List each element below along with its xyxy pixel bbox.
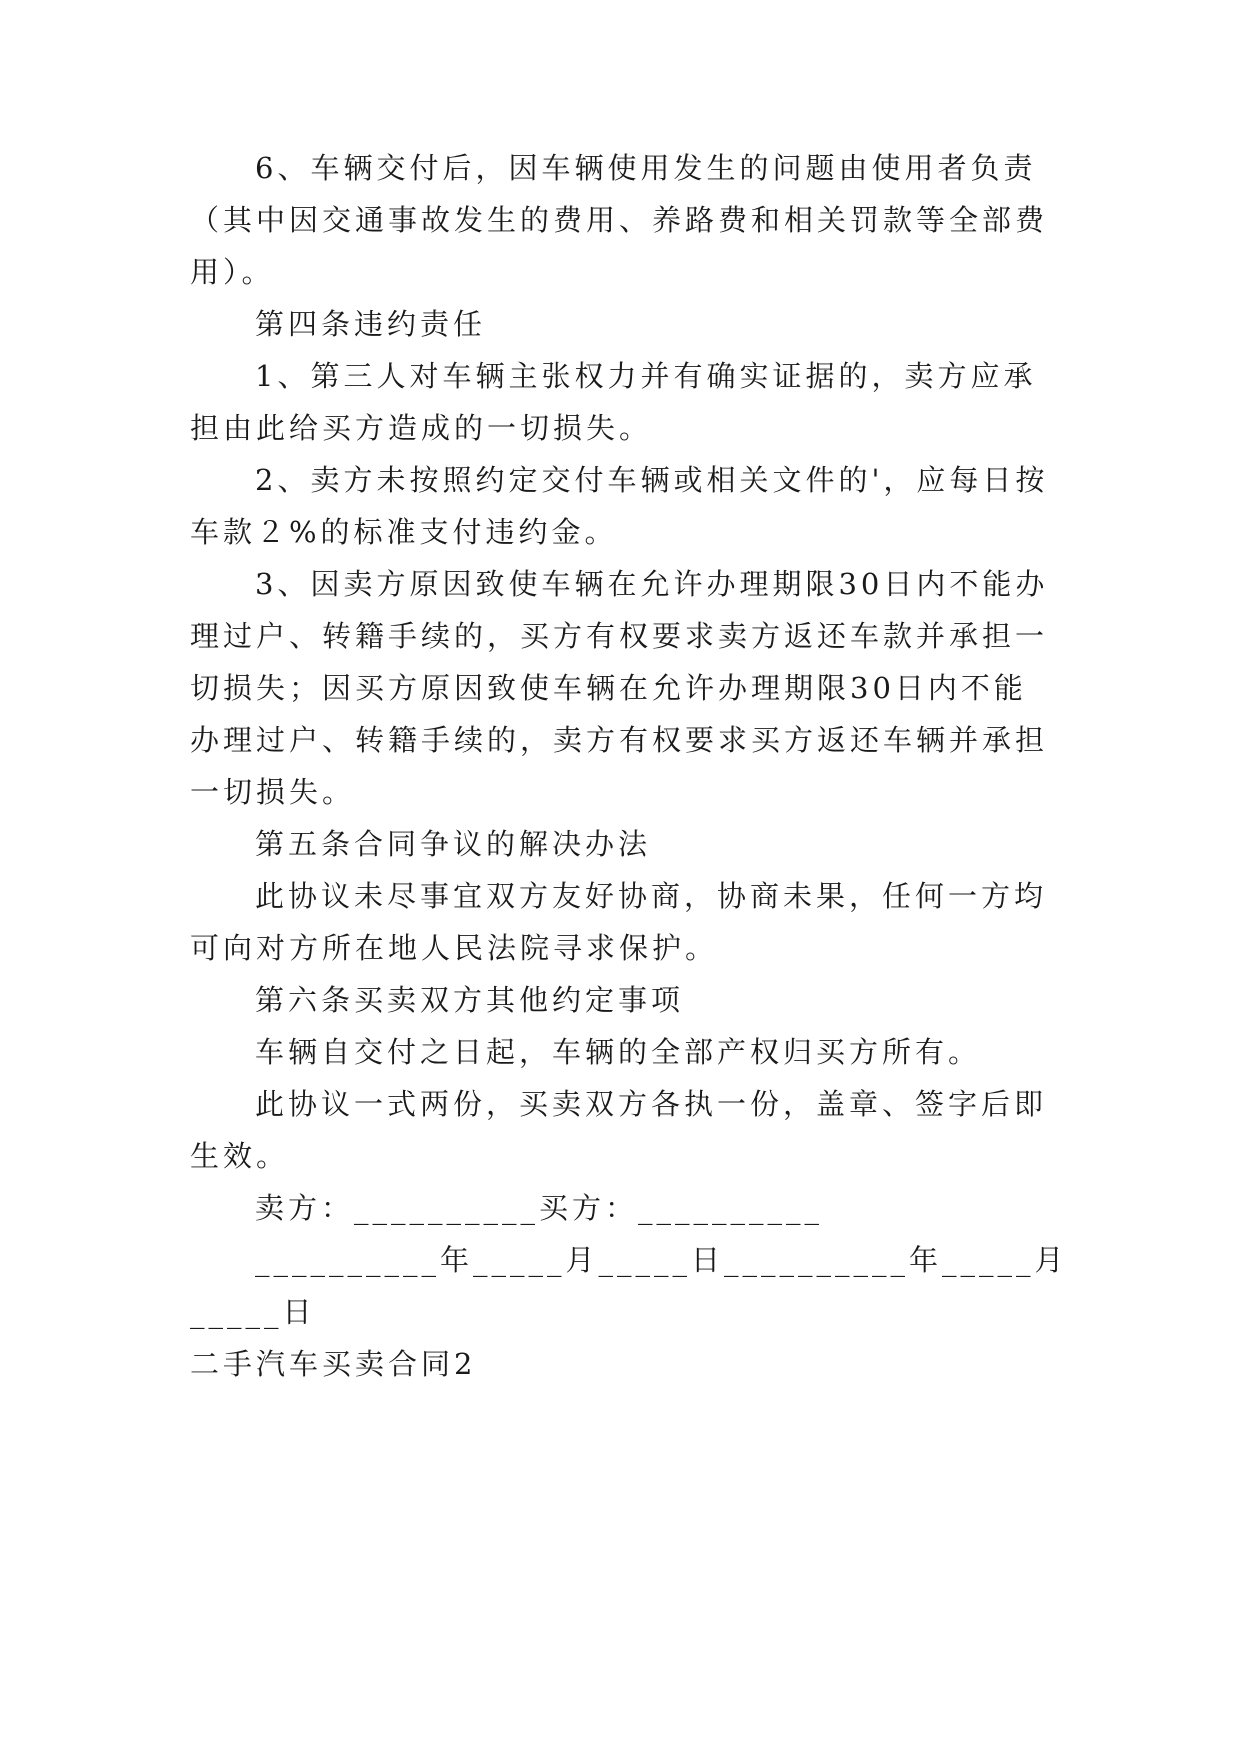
paragraph-line: 2、卖方未按照约定交付车辆或相关文件的'，应每日按 xyxy=(255,463,1049,497)
paragraph-line: 可向对方所在地人民法院寻求保护。 xyxy=(190,931,719,965)
paragraph-line: 用）。 xyxy=(190,255,275,289)
document-title: 二手汽车买卖合同2 xyxy=(190,1347,477,1381)
date-line: __________年_____月_____日__________年_____月 xyxy=(255,1243,1068,1277)
section-heading: 第六条买卖双方其他约定事项 xyxy=(255,983,685,1017)
section-heading: 第五条合同争议的解决办法 xyxy=(255,827,652,861)
paragraph-line: 担由此给买方造成的一切损失。 xyxy=(190,411,653,445)
paragraph-line: （其中因交通事故发生的费用、养路费和相关罚款等全部费 xyxy=(190,203,1049,237)
paragraph-line: 此协议未尽事宜双方友好协商，协商未果，任何一方均 xyxy=(255,879,1048,913)
paragraph-line: 切损失；因买方原因致使车辆在允许办理期限30日内不能 xyxy=(190,671,1027,705)
paragraph-line: 6、车辆交付后，因车辆使用发生的问题由使用者负责 xyxy=(255,151,1037,185)
paragraph-line: 3、因卖方原因致使车辆在允许办理期限30日内不能办 xyxy=(255,567,1049,601)
signature-line: 卖方：__________买方：__________ xyxy=(255,1191,824,1225)
date-line: _____日 xyxy=(190,1295,316,1329)
paragraph-line: 一切损失。 xyxy=(190,775,356,809)
paragraph-line: 1、第三人对车辆主张权力并有确实证据的，卖方应承 xyxy=(255,359,1037,393)
paragraph-line: 此协议一式两份，买卖双方各执一份，盖章、签字后即 xyxy=(255,1087,1048,1121)
paragraph-line: 理过户、转籍手续的，买方有权要求卖方返还车款并承担一 xyxy=(190,619,1049,653)
paragraph-line: 生效。 xyxy=(190,1139,290,1173)
paragraph-line: 办理过户、转籍手续的，卖方有权要求买方返还车辆并承担 xyxy=(190,723,1049,757)
paragraph-line: 车辆自交付之日起，车辆的全部产权归买方所有。 xyxy=(255,1035,982,1069)
paragraph-line: 车款２%的标准支付违约金。 xyxy=(190,515,618,549)
section-heading: 第四条违约责任 xyxy=(255,307,487,341)
